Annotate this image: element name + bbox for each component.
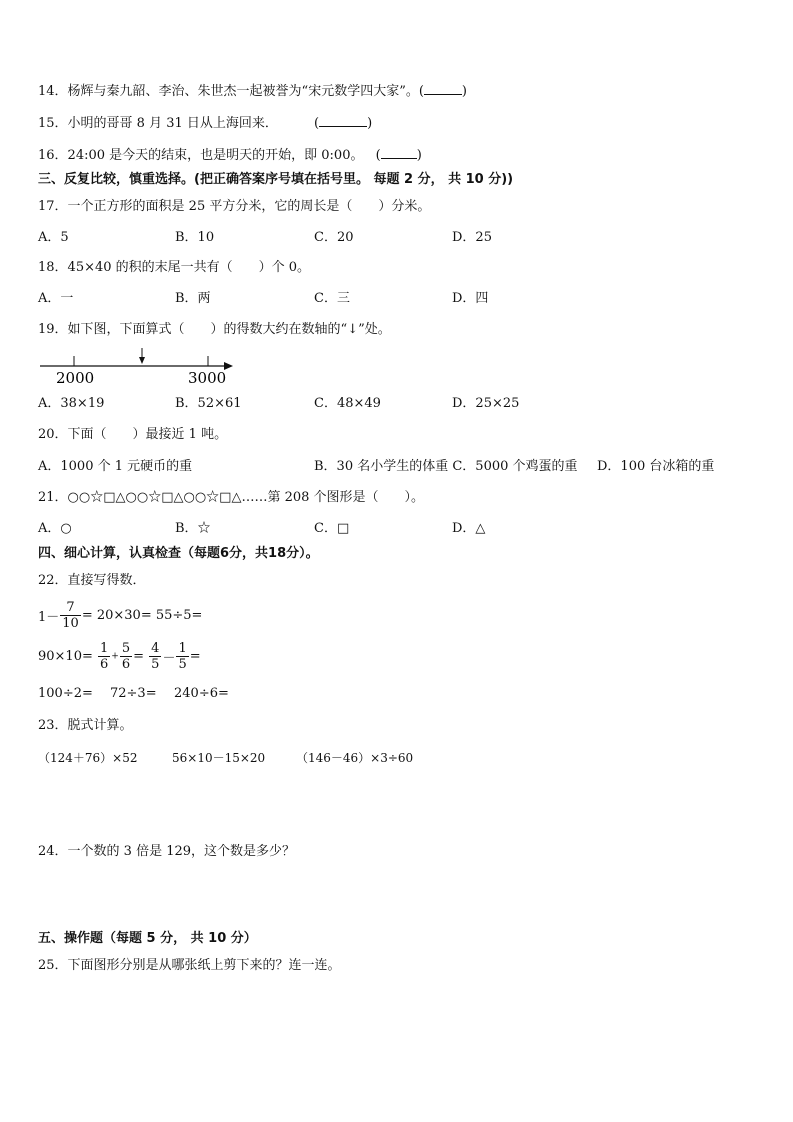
question-15: 15．小明的哥哥 8 月 31 日从上海回来． ( ): [38, 116, 373, 131]
section-4-heading: 四、细心计算，认真检查（每题6分，共18分）。: [38, 546, 319, 561]
option-c[interactable]: C．□: [314, 521, 350, 536]
calc-item: （146－46）×3÷60: [296, 751, 414, 765]
axis-label-2000: 2000: [56, 369, 95, 387]
option-b[interactable]: B．52×61: [175, 396, 242, 411]
question-23: 23．脱式计算。: [38, 718, 133, 733]
option-a[interactable]: A．1000 个 1 元硬币的重: [38, 459, 193, 474]
question-14: 14．杨辉与秦九韶、李治、朱世杰一起被誉为“宋元数学四大家”。( ): [38, 84, 467, 99]
fraction: $\frac{7}{10}$: [62, 600, 79, 631]
question-15-text: 15．小明的哥哥 8 月 31 日从上海回来．: [38, 116, 278, 131]
option-b[interactable]: B．10: [175, 230, 215, 245]
calc-item: 72÷3=: [110, 686, 157, 701]
option-b[interactable]: B．两: [175, 291, 211, 306]
axis-label-3000: 3000: [188, 369, 227, 387]
option-a[interactable]: A．38×19: [38, 396, 105, 411]
answer-blank[interactable]: [381, 146, 417, 159]
option-d[interactable]: D．100 台冰箱的重: [597, 459, 715, 474]
down-arrow-head: [139, 357, 145, 364]
option-a[interactable]: A．一: [38, 291, 74, 306]
question-24: 24．一个数的 3 倍是 129，这个数是多少？: [38, 844, 296, 859]
option-d[interactable]: D．25: [452, 230, 492, 245]
question-18: 18．45×40 的积的末尾一共有（ ）个 0。: [38, 260, 311, 275]
option-b-c[interactable]: B．30 名小学生的体重 C．5000 个鸡蛋的重: [314, 459, 578, 474]
question-16-text: 16．24:00 是今天的结束，也是明天的开始，即 0:00。: [38, 148, 364, 163]
answer-blank[interactable]: [424, 82, 462, 95]
fraction: $\frac{5}{6}$: [121, 641, 131, 672]
fraction: $\frac{1}{6}$: [100, 641, 109, 672]
question-25: 25．下面图形分别是从哪张纸上剪下来的？连一连。: [38, 958, 341, 973]
option-c[interactable]: C．三: [314, 291, 350, 306]
calc-item: 56×10－15×20: [172, 751, 266, 765]
option-c[interactable]: C．20: [314, 230, 354, 245]
option-d[interactable]: D．△: [452, 521, 486, 536]
option-a[interactable]: A．○: [38, 521, 72, 536]
question-16: 16．24:00 是今天的结束，也是明天的开始，即 0:00。 ( ): [38, 148, 422, 163]
number-line: [36, 348, 246, 388]
calc-row-1: 1－ $\frac{7}{10}$ = 20×30= 55÷5=: [38, 600, 203, 631]
question-22: 22．直接写得数．: [38, 573, 146, 588]
section-3-heading: 三、反复比较，慎重选择。(把正确答案序号填在括号里。 每题 2 分， 共 10 分)): [38, 172, 514, 187]
option-d[interactable]: D．25×25: [452, 396, 520, 411]
question-17: 17．一个正方形的面积是 25 平方分米，它的周长是（ ）分米。: [38, 199, 431, 214]
question-21: 21．○○☆□△○○☆□△○○☆□△……第 208 个图形是（ ）。: [38, 490, 425, 505]
calc-row-2: 90×10= $\frac{1}{6}$ + $\frac{5}{6}$ = $\frac{4}{5}$ － $\frac{1}{5}$ =: [38, 641, 201, 672]
option-b[interactable]: B．☆: [175, 521, 211, 536]
option-c[interactable]: C．48×49: [314, 396, 381, 411]
question-19: 19．如下图，下面算式（ ）的得数大约在数轴的“↓”处。: [38, 322, 391, 337]
calc-item: 100÷2=: [38, 686, 93, 701]
option-a[interactable]: A．5: [38, 230, 69, 245]
fraction: $\frac{4}{5}$: [151, 641, 160, 672]
calc-item: （124＋76）×52: [38, 751, 138, 765]
section-5-heading: 五、操作题（每题 5 分， 共 10 分）: [38, 931, 257, 946]
calc-item: 240÷6=: [174, 686, 229, 701]
question-14-text: 14．杨辉与秦九韶、李治、朱世杰一起被誉为“宋元数学四大家”。(: [38, 84, 424, 99]
option-d[interactable]: D．四: [452, 291, 489, 306]
fraction: $\frac{1}{5}$: [178, 641, 187, 672]
answer-blank[interactable]: [319, 114, 367, 127]
question-20: 20．下面（ ）最接近 1 吨。: [38, 427, 228, 442]
